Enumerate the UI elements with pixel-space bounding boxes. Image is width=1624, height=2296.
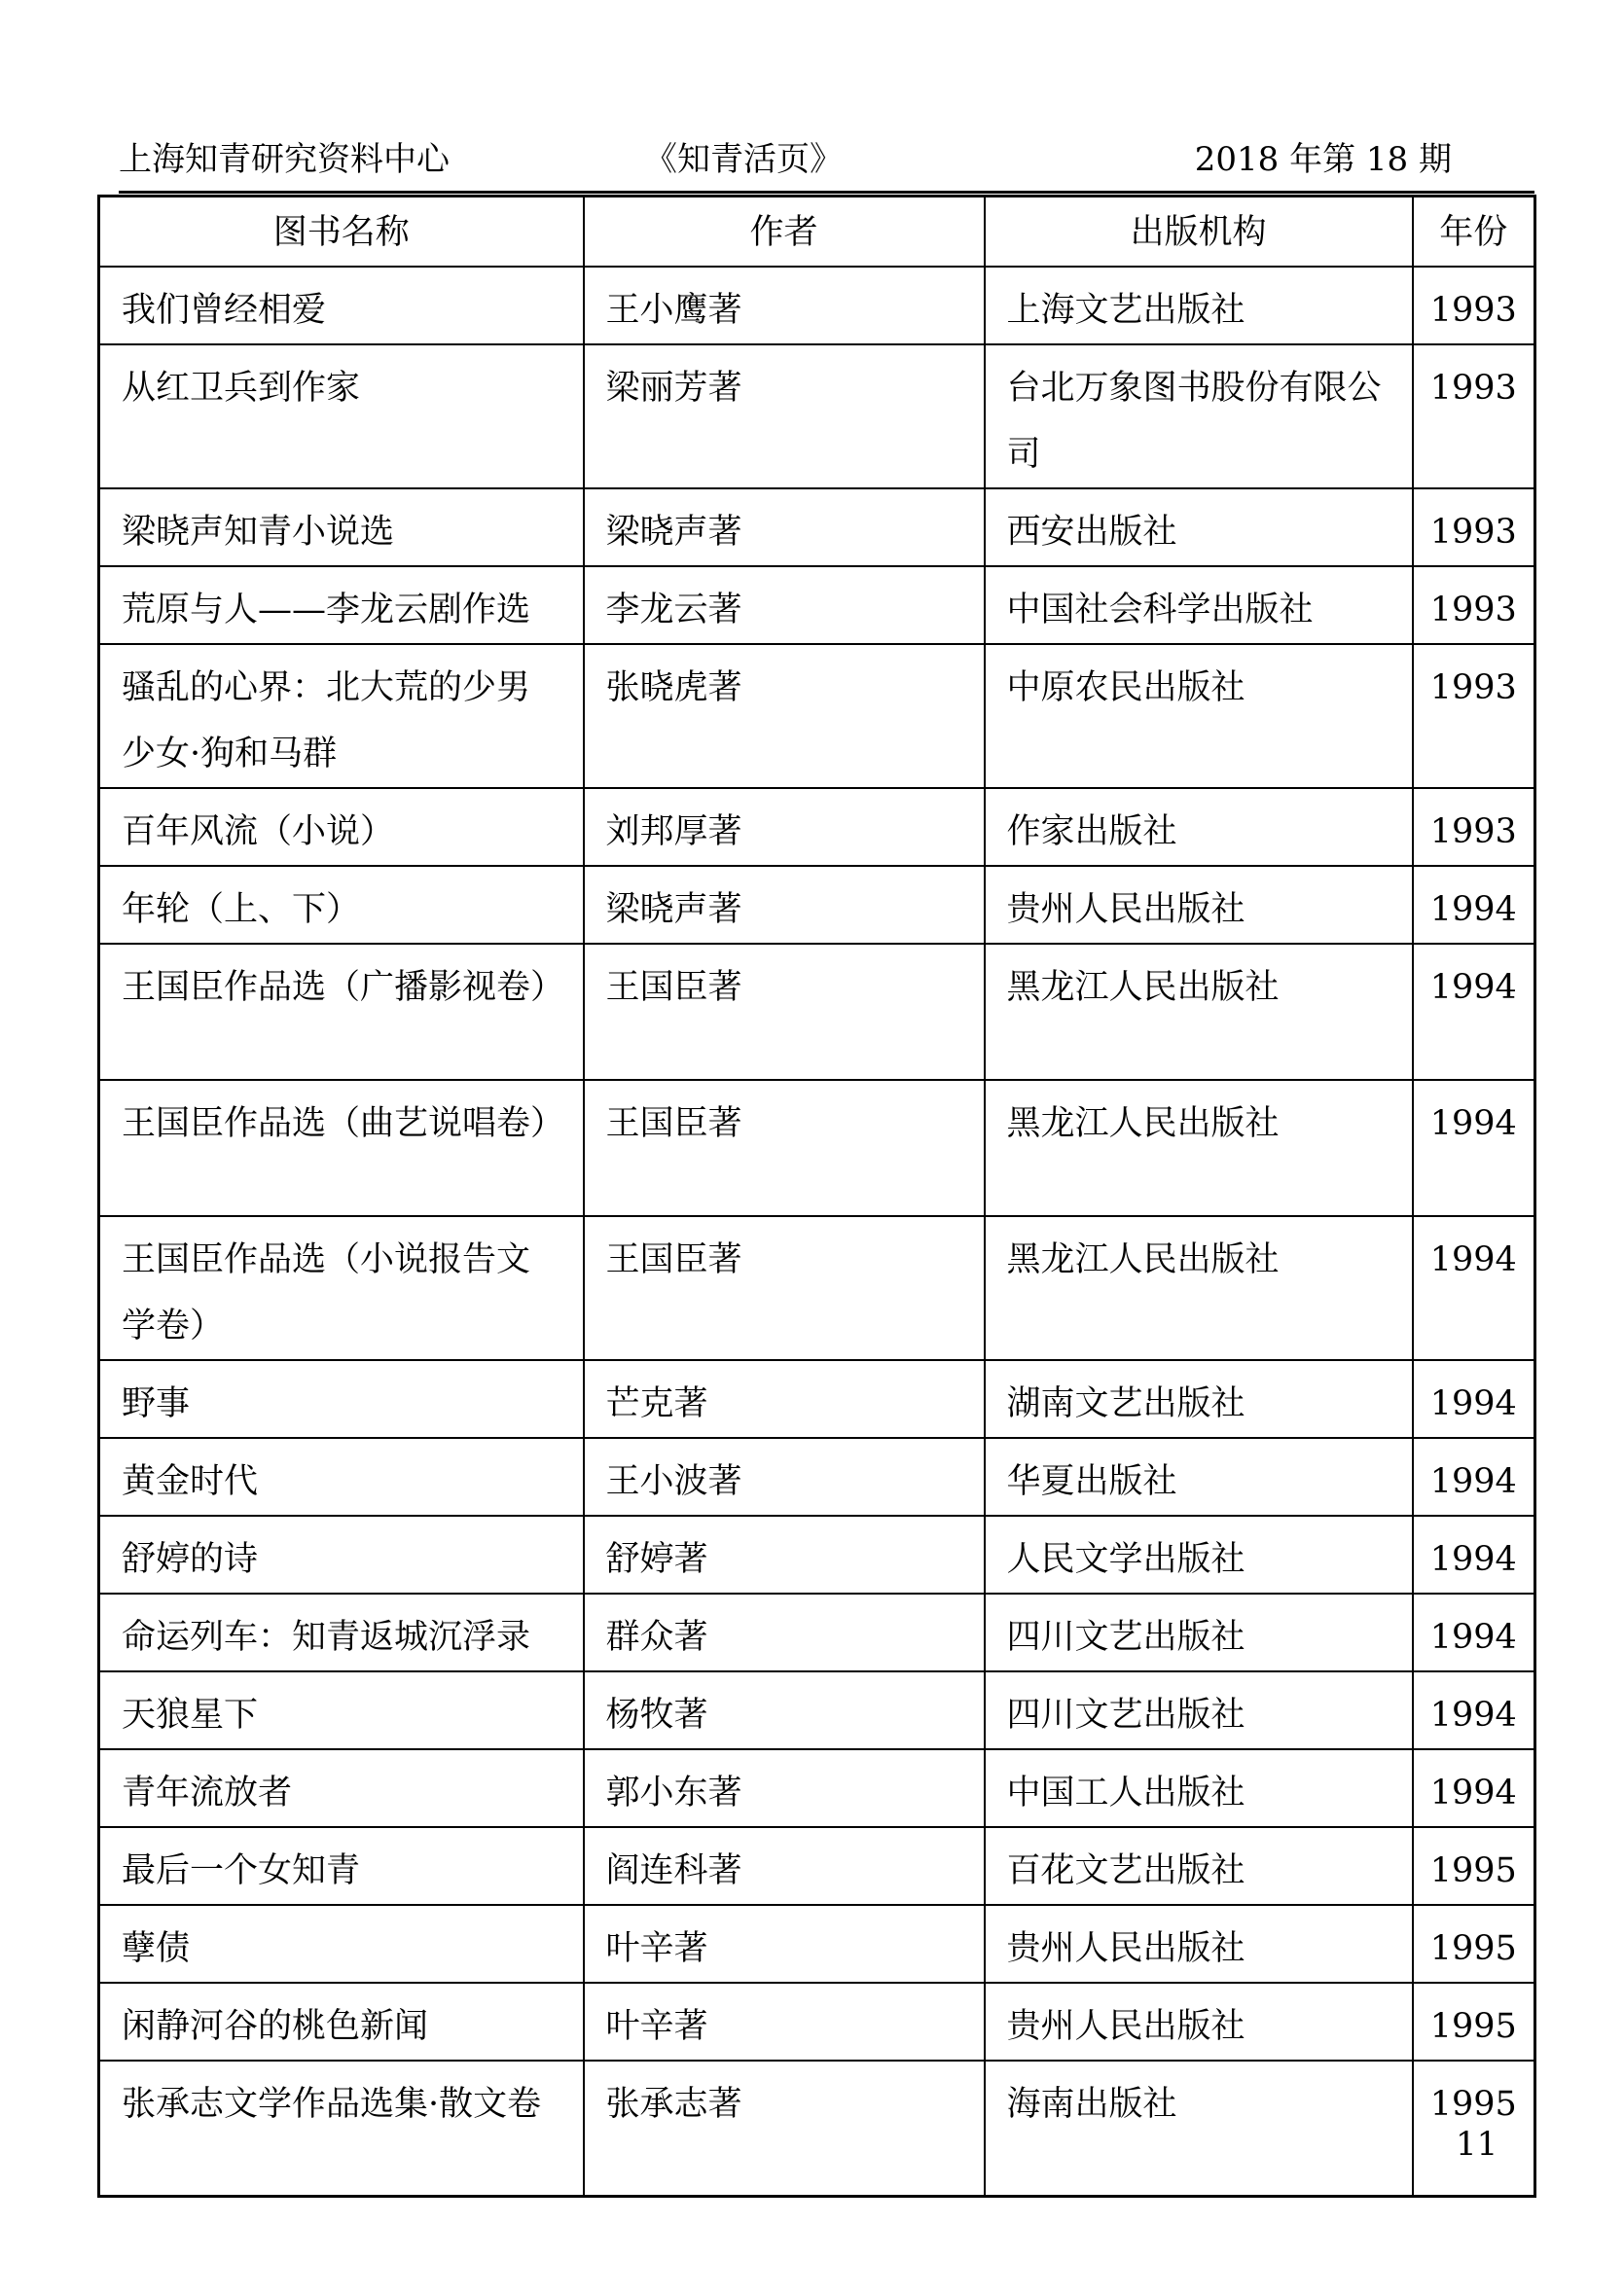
table-row bbox=[99, 267, 1535, 344]
year-cell: 1994 bbox=[1413, 1080, 1535, 1216]
author-cell: 梁晓声著 bbox=[584, 866, 985, 944]
book-title-cell: 百年风流（小说） bbox=[99, 788, 584, 866]
publisher-cell: 人民文学出版社 bbox=[985, 1516, 1413, 1594]
table-row bbox=[99, 344, 1535, 488]
year-cell: 1995 bbox=[1413, 1827, 1535, 1905]
publisher-cell: 华夏出版社 bbox=[985, 1438, 1413, 1516]
table-row bbox=[99, 788, 1535, 866]
header-rule bbox=[119, 191, 1534, 194]
header-issue: 2018 年第 18 期 bbox=[1194, 140, 1452, 179]
column-header-publisher: 出版机构 bbox=[985, 197, 1413, 267]
table-row bbox=[99, 1983, 1535, 2061]
publisher-cell: 作家出版社 bbox=[985, 788, 1413, 866]
book-title-cell: 舒婷的诗 bbox=[99, 1516, 584, 1594]
publisher-cell: 台北万象图书股份有限公司 bbox=[985, 344, 1413, 488]
table-row bbox=[99, 1360, 1535, 1438]
publisher-cell: 黑龙江人民出版社 bbox=[985, 1216, 1413, 1360]
book-title-cell: 命运列车：知青返城沉浮录 bbox=[99, 1594, 584, 1671]
author-cell: 刘邦厚著 bbox=[584, 788, 985, 866]
author-cell: 阎连科著 bbox=[584, 1827, 985, 1905]
author-cell: 张承志著 bbox=[584, 2061, 985, 2197]
publisher-cell: 海南出版社 bbox=[985, 2061, 1413, 2197]
author-cell: 王国臣著 bbox=[584, 944, 985, 1080]
author-cell: 叶辛著 bbox=[584, 1983, 985, 2061]
book-title-cell: 王国臣作品选（曲艺说唱卷） bbox=[99, 1080, 584, 1216]
table-row bbox=[99, 866, 1535, 944]
year-cell: 1993 bbox=[1413, 644, 1535, 788]
publisher-cell: 中国工人出版社 bbox=[985, 1749, 1413, 1827]
year-cell: 1993 bbox=[1413, 566, 1535, 644]
year-cell: 1995 bbox=[1413, 2061, 1535, 2197]
book-title-cell: 我们曾经相爱 bbox=[99, 267, 584, 344]
author-cell: 叶辛著 bbox=[584, 1905, 985, 1983]
publisher-cell: 湖南文艺出版社 bbox=[985, 1360, 1413, 1438]
table-row bbox=[99, 1827, 1535, 1905]
running-header bbox=[119, 132, 1471, 187]
year-cell: 1994 bbox=[1413, 1438, 1535, 1516]
page-number: 11 bbox=[1456, 2125, 1498, 2164]
book-title-cell: 孽债 bbox=[99, 1905, 584, 1983]
author-cell: 张晓虎著 bbox=[584, 644, 985, 788]
table-header-row bbox=[99, 197, 1535, 267]
author-cell: 李龙云著 bbox=[584, 566, 985, 644]
table-row bbox=[99, 1905, 1535, 1983]
book-title-cell: 从红卫兵到作家 bbox=[99, 344, 584, 488]
book-title-cell: 闲静河谷的桃色新闻 bbox=[99, 1983, 584, 2061]
book-title-cell: 年轮（上、下） bbox=[99, 866, 584, 944]
table-row bbox=[99, 1216, 1535, 1360]
author-cell: 芒克著 bbox=[584, 1360, 985, 1438]
year-cell: 1994 bbox=[1413, 1671, 1535, 1749]
publisher-cell: 黑龙江人民出版社 bbox=[985, 1080, 1413, 1216]
author-cell: 梁晓声著 bbox=[584, 488, 985, 566]
year-cell: 1994 bbox=[1413, 944, 1535, 1080]
year-cell: 1995 bbox=[1413, 1983, 1535, 2061]
author-cell: 郭小东著 bbox=[584, 1749, 985, 1827]
table-row bbox=[99, 1516, 1535, 1594]
book-title-cell: 最后一个女知青 bbox=[99, 1827, 584, 1905]
year-cell: 1994 bbox=[1413, 1516, 1535, 1594]
year-cell: 1994 bbox=[1413, 866, 1535, 944]
table-row bbox=[99, 1594, 1535, 1671]
publisher-cell: 四川文艺出版社 bbox=[985, 1594, 1413, 1671]
author-cell: 群众著 bbox=[584, 1594, 985, 1671]
year-cell: 1993 bbox=[1413, 488, 1535, 566]
table-row bbox=[99, 1080, 1535, 1216]
year-cell: 1994 bbox=[1413, 1360, 1535, 1438]
column-header-title: 图书名称 bbox=[99, 197, 584, 267]
book-title-cell: 张承志文学作品选集·散文卷 bbox=[99, 2061, 584, 2197]
author-cell: 杨牧著 bbox=[584, 1671, 985, 1749]
table-row bbox=[99, 488, 1535, 566]
book-title-cell: 青年流放者 bbox=[99, 1749, 584, 1827]
publisher-cell: 西安出版社 bbox=[985, 488, 1413, 566]
publisher-cell: 贵州人民出版社 bbox=[985, 1905, 1413, 1983]
year-cell: 1994 bbox=[1413, 1216, 1535, 1360]
publisher-cell: 贵州人民出版社 bbox=[985, 1983, 1413, 2061]
year-cell: 1994 bbox=[1413, 1594, 1535, 1671]
year-cell: 1993 bbox=[1413, 344, 1535, 488]
publisher-cell: 黑龙江人民出版社 bbox=[985, 944, 1413, 1080]
table-row bbox=[99, 1749, 1535, 1827]
year-cell: 1994 bbox=[1413, 1749, 1535, 1827]
book-title-cell: 天狼星下 bbox=[99, 1671, 584, 1749]
book-title-cell: 王国臣作品选（小说报告文学卷） bbox=[99, 1216, 584, 1360]
publisher-cell: 贵州人民出版社 bbox=[985, 866, 1413, 944]
table-row bbox=[99, 644, 1535, 788]
book-title-cell: 黄金时代 bbox=[99, 1438, 584, 1516]
publisher-cell: 百花文艺出版社 bbox=[985, 1827, 1413, 1905]
book-title-cell: 梁晓声知青小说选 bbox=[99, 488, 584, 566]
author-cell: 王小波著 bbox=[584, 1438, 985, 1516]
publisher-cell: 中原农民出版社 bbox=[985, 644, 1413, 788]
column-header-author: 作者 bbox=[584, 197, 985, 267]
year-cell: 1993 bbox=[1413, 788, 1535, 866]
table-row bbox=[99, 2061, 1535, 2197]
book-title-cell: 荒原与人——李龙云剧作选 bbox=[99, 566, 584, 644]
year-cell: 1995 bbox=[1413, 1905, 1535, 1983]
header-publication: 《知青活页》 bbox=[644, 140, 843, 179]
book-title-cell: 骚乱的心界：北大荒的少男少女·狗和马群 bbox=[99, 644, 584, 788]
table-body bbox=[99, 267, 1535, 2197]
publisher-cell: 中国社会科学出版社 bbox=[985, 566, 1413, 644]
author-cell: 王小鹰著 bbox=[584, 267, 985, 344]
author-cell: 王国臣著 bbox=[584, 1080, 985, 1216]
table-row bbox=[99, 1438, 1535, 1516]
author-cell: 舒婷著 bbox=[584, 1516, 985, 1594]
table-row bbox=[99, 944, 1535, 1080]
header-organization: 上海知青研究资料中心 bbox=[119, 140, 450, 179]
publisher-cell: 四川文艺出版社 bbox=[985, 1671, 1413, 1749]
column-header-year: 年份 bbox=[1413, 197, 1535, 267]
table-row bbox=[99, 1671, 1535, 1749]
book-title-cell: 野事 bbox=[99, 1360, 584, 1438]
book-table bbox=[97, 195, 1536, 2198]
author-cell: 王国臣著 bbox=[584, 1216, 985, 1360]
book-title-cell: 王国臣作品选（广播影视卷） bbox=[99, 944, 584, 1080]
table-row bbox=[99, 566, 1535, 644]
year-cell: 1993 bbox=[1413, 267, 1535, 344]
publisher-cell: 上海文艺出版社 bbox=[985, 267, 1413, 344]
author-cell: 梁丽芳著 bbox=[584, 344, 985, 488]
